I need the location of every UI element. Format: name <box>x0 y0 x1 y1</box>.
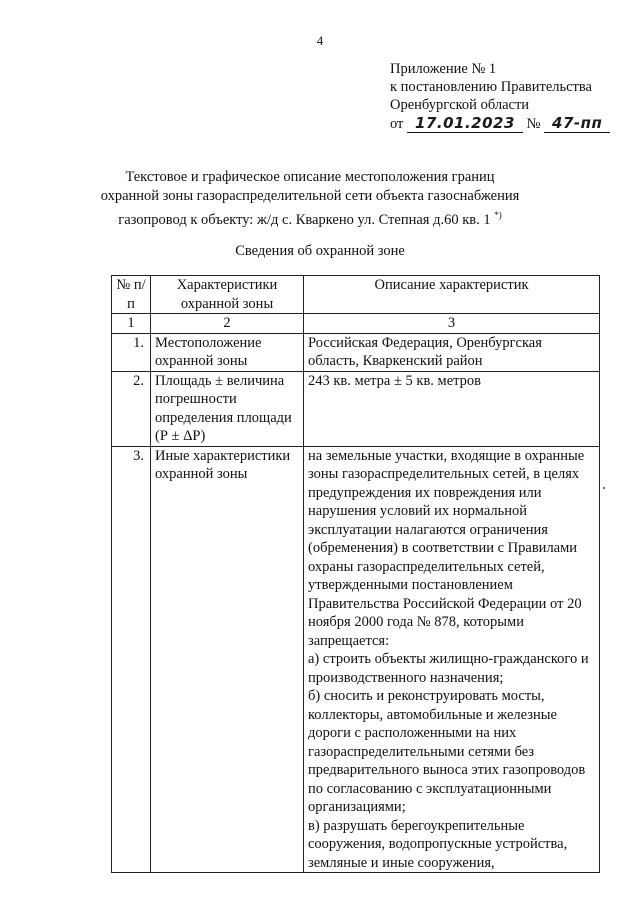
document-title <box>100 168 520 230</box>
section-subtitle: Сведения об охранной зоне <box>235 243 405 259</box>
appendix-line-2: к постановлению Правительства <box>390 79 592 95</box>
header-num: № п/п <box>112 276 151 314</box>
date-prefix: от <box>390 116 404 132</box>
number-prefix: № <box>526 116 541 132</box>
appendix-line-1: Приложение № 1 <box>390 61 497 77</box>
row-num: 3. <box>112 446 151 873</box>
col-number-3: 3 <box>304 314 600 334</box>
row-desc: Российская Федерация, Оренбургская область, Кваркенский район <box>304 333 600 371</box>
row-desc-item-a: а) строить объекты жилищно-гражданского и производственного назначения; <box>308 651 589 686</box>
table-row <box>112 446 600 873</box>
table-row <box>112 371 600 446</box>
title-line-3: газопровод к объекту: ж/д с. Кваркено ул. Степная д.60 кв. 1 <box>118 211 491 228</box>
appendix-date-line <box>390 114 610 133</box>
title-line-2: охранной зоны газораспределительной сети объекта газоснабжения <box>100 188 520 204</box>
row-desc-item-c: в) разрушать берегоукрепительные сооружения, водопропускные устройства, земляные и иные сооружения, <box>308 817 568 871</box>
handwritten-number: 47-пп <box>552 114 603 132</box>
row-name: Иные характеристики охранной зоны <box>151 446 304 873</box>
title-line-1: Текстовое и графическое описание местоположения границ <box>125 169 495 185</box>
row-desc-intro: на земельные участки, входящие в охранные зоны газораспределительных сетей, в целях предупреждения их повреждения или нарушения условий их нормальной эксплуатации налагаются ограничения (обременения) в соответствии с Правилами охраны газораспределительных сетей, утвержденными постановлением Правительства Российской Федерации от 20 ноября 2000 года № 878, которыми запрещается: <box>308 447 585 649</box>
table-header-row <box>112 276 600 314</box>
row-num: 2. <box>112 371 151 446</box>
col-number-2: 2 <box>151 314 304 334</box>
col-number-1: 1 <box>112 314 151 334</box>
appendix-header <box>390 60 610 133</box>
header-description: Описание характеристик <box>304 276 600 314</box>
zone-info-table <box>111 275 600 873</box>
table-row <box>112 333 600 371</box>
scan-speck <box>603 487 605 489</box>
row-num: 1. <box>112 333 151 371</box>
row-desc <box>304 446 600 873</box>
page-number: 4 <box>316 33 324 48</box>
handwritten-date: 17.01.2023 <box>415 114 515 132</box>
column-number-row <box>112 314 600 334</box>
row-desc: 243 кв. метра ± 5 кв. метров <box>304 371 600 446</box>
row-desc-item-b: б) сносить и реконструировать мосты, коллекторы, автомобильные и железные дороги с расположенными на них газораспределительными сетями без предварительного выноса этих газопроводов по согласованию с эксплуатационными организациями; <box>308 688 586 815</box>
row-name: Площадь ± величина погрешности определения площади (Р ± ΔР) <box>151 371 304 446</box>
footnote-mark: *) <box>494 210 502 220</box>
header-characteristics: Характеристики охранной зоны <box>151 276 304 314</box>
appendix-line-3: Оренбургской области <box>390 97 530 113</box>
row-name: Местоположение охранной зоны <box>151 333 304 371</box>
